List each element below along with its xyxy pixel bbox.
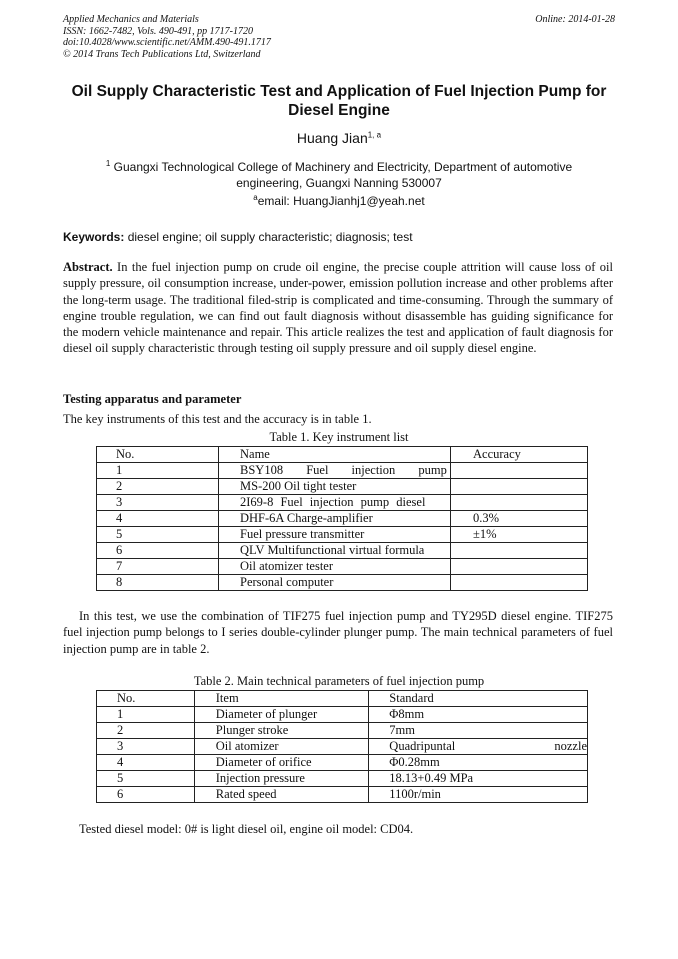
table1-cell: 2I69-8 Fuel injection pump diesel (219, 495, 451, 511)
issn-line: ISSN: 1662-7482, Vols. 490-491, pp 1717-1720 (63, 25, 253, 37)
table-row (97, 559, 588, 575)
table1-header-name: Name (219, 447, 451, 463)
table1-cell: 5 (97, 527, 219, 543)
table2-caption: Table 2. Main technical parameters of fuel injection pump (193, 674, 485, 688)
table2-header-item: Item (194, 691, 369, 707)
table1-header-row (97, 447, 588, 463)
table-row (97, 575, 588, 591)
table2-cell: 2 (97, 723, 195, 739)
section-heading: Testing apparatus and parameter (63, 392, 242, 406)
author-superscript: 1, a (367, 130, 382, 140)
paper-title: Oil Supply Characteristic Test and Application of Fuel Injection Pump for Diesel Engine (71, 83, 607, 119)
email-superscript: a (253, 193, 258, 202)
table2-cell: Diameter of plunger (194, 707, 369, 723)
journal-header (63, 14, 615, 60)
table2-header-standard: Standard (369, 691, 588, 707)
table2-cell: Injection pressure (194, 771, 369, 787)
online-date: Online: 2014-01-28 (535, 14, 615, 25)
table-row (97, 787, 588, 803)
paragraph-2: In this test, we use the combination of TIF275 fuel injection pump and TY295D diesel engine. TIF275 fuel injection pump belongs to I series double-cylinder plunger pump. The main technical parameters of fuel injection pump are in table 2. (63, 609, 613, 656)
table1-cell: 2 (97, 479, 219, 495)
table-row (97, 495, 588, 511)
table1-cell (451, 495, 588, 511)
table1-cell: QLV Multifunctional virtual formula (219, 543, 451, 559)
table-row (97, 723, 588, 739)
table1-cell: BSY108 Fuel injection pump (219, 463, 451, 479)
keywords-label: Keywords: (63, 230, 125, 244)
table1-cell (451, 559, 588, 575)
table1-cell: 7 (97, 559, 219, 575)
table-row (97, 527, 588, 543)
table1-cell (451, 463, 588, 479)
table-row (97, 463, 588, 479)
table1-cell (451, 543, 588, 559)
table2-cell: Rated speed (194, 787, 369, 803)
table2-cell: Oil atomizer (194, 739, 369, 755)
table1-cell: 3 (97, 495, 219, 511)
table1-cell: 6 (97, 543, 219, 559)
table2-cell: Plunger stroke (194, 723, 369, 739)
abstract-label: Abstract. (63, 260, 113, 274)
table1-cell: 4 (97, 511, 219, 527)
table1-cell: 0.3% (451, 511, 588, 527)
author-line (0, 130, 678, 146)
table2 (96, 690, 588, 803)
table-row (97, 771, 588, 787)
table1-header-no: No. (97, 447, 219, 463)
table1-cell: MS-200 Oil tight tester (219, 479, 451, 495)
journal-name: Applied Mechanics and Materials (63, 14, 199, 25)
table-row (97, 707, 588, 723)
table1-cell: Oil atomizer tester (219, 559, 451, 575)
table2-cell: Diameter of orifice (194, 755, 369, 771)
email-line (0, 193, 678, 208)
table1-caption: Table 1. Key instrument list (269, 430, 409, 444)
table1-header-accuracy: Accuracy (451, 447, 588, 463)
affiliation-superscript: 1 (105, 159, 111, 168)
affiliation (80, 156, 598, 191)
table2-cell: 1100r/min (369, 787, 588, 803)
affiliation-text: Guangxi Technological College of Machinery and Electricity, Department of automotive engineering, Guangxi Nanning 530007 (113, 160, 573, 190)
doi-line: doi:10.4028/www.scientific.net/AMM.490-491.1717 (63, 37, 271, 48)
table-row (97, 511, 588, 527)
table1-cell: Personal computer (219, 575, 451, 591)
table-row (97, 479, 588, 495)
copyright-line: © 2014 Trans Tech Publications Ltd, Switzerland (63, 48, 261, 60)
author-name: Huang Jian (296, 130, 368, 146)
table1-cell (451, 575, 588, 591)
table2-cell: 18.13+0.49 MPa (369, 771, 588, 787)
table2-cell: 5 (97, 771, 195, 787)
table-row (97, 739, 588, 755)
table-row (97, 755, 588, 771)
abstract (63, 259, 613, 357)
table2-header-row (97, 691, 588, 707)
table2-cell: Quadripuntal nozzle (369, 739, 588, 755)
paragraph-3: Tested diesel model: 0# is light diesel oil, engine oil model: CD04. (79, 822, 414, 836)
abstract-text: In the fuel injection pump on crude oil engine, the precise couple attrition will cause loss of oil supply pressure, oil consumption increase, under-power, emission pollution increase and other problems after the long-term usage. The traditional filed-strip is complicated and time-consuming. Through the summary of engine trouble regulation, we can find out fault diagnosis without disassemble has guiding significance for the modern vehicle maintenance and repair. This article realizes the test and application of fault diagnosis for diesel oil supply characteristic through testing oil supply pressure and oil supply diesel engine. (63, 260, 613, 356)
email-text: email: HuangJianhj1@yeah.net (257, 194, 425, 208)
paragraph-1: The key instruments of this test and the accuracy is in table 1. (63, 412, 372, 426)
table2-cell: 6 (97, 787, 195, 803)
table1-cell: 8 (97, 575, 219, 591)
table2-cell: 3 (97, 739, 195, 755)
table-row (97, 543, 588, 559)
table1-cell: Fuel pressure transmitter (219, 527, 451, 543)
table2-header-no: No. (97, 691, 195, 707)
table2-cell: 1 (97, 707, 195, 723)
keywords-text: diesel engine; oil supply characteristic; diagnosis; test (127, 230, 413, 244)
table2-cell: Φ0.28mm (369, 755, 588, 771)
table1-cell: ±1% (451, 527, 588, 543)
table1-cell: DHF-6A Charge-amplifier (219, 511, 451, 527)
table2-cell: 7mm (369, 723, 588, 739)
keywords (63, 230, 623, 244)
table1-cell (451, 479, 588, 495)
table1-cell: 1 (97, 463, 219, 479)
table2-cell: Φ8mm (369, 707, 588, 723)
table1 (96, 446, 588, 591)
table2-cell: 4 (97, 755, 195, 771)
